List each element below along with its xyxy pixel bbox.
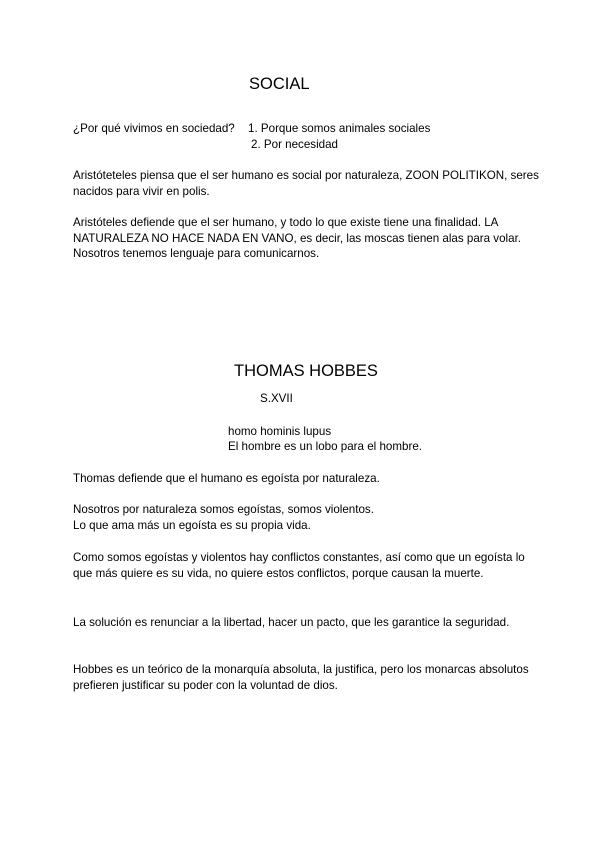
paragraph-text: Aristóteteles piensa que el ser humano es social por naturaleza, ZOON POLITIKON, seres nacidos para vivir en polis. [73,169,539,198]
answer-1-text: 1. Porque somos animales sociales [248,122,431,135]
paragraph-hobbes-conflictos [73,550,543,581]
century-label: S.XVII [260,392,293,405]
paragraph-text: Aristóteles defiende que el ser humano, y todo lo que existe tiene una finalidad. LA NATURALEZA NO HACE NADA EN VANO, es decir, las moscas tienen alas para volar. [73,216,522,245]
paragraph-aristotle-social [73,168,543,199]
paragraph-text: Lo que ama más un egoísta es su propia vida. [73,518,311,532]
section-title-social: SOCIAL [249,75,310,93]
quote-spanish: El hombre es un lobo para el hombre. [228,440,422,453]
paragraph-aristotle-finalidad [73,215,543,262]
quote-latin: homo hominis lupus [228,425,332,438]
paragraph-text: Como somos egoístas y violentos hay conflictos constantes, así como que un egoísta lo que más quiere es su vida, no quiere estos conflictos, porque causan la muerte. [73,551,525,580]
paragraph-text: La solución es renunciar a la libertad, hacer un pacto, que les garantice la seguridad. [73,616,510,629]
paragraph-text: Thomas defiende que el humano es egoísta por naturaleza. [73,472,380,485]
paragraph-hobbes-egoismo [73,471,543,487]
paragraph-hobbes-monarquia [73,662,543,693]
section-title-hobbes: THOMAS HOBBES [234,362,378,380]
paragraph-hobbes-violentos [73,502,543,533]
paragraph-text: Hobbes es un teórico de la monarquía absoluta, la justifica, pero los monarcas absolutos prefieren justificar su poder con la voluntad de dios. [73,663,529,692]
answer-2-text: 2. Por necesidad [251,138,339,151]
paragraph-text: Nosotros tenemos lenguaje para comunicarnos. [73,247,320,260]
paragraph-hobbes-pacto [73,615,543,631]
paragraph-text: Nosotros por naturaleza somos egoístas, somos violentos. [73,503,374,516]
question-text: ¿Por qué vivimos en sociedad? [73,122,235,135]
